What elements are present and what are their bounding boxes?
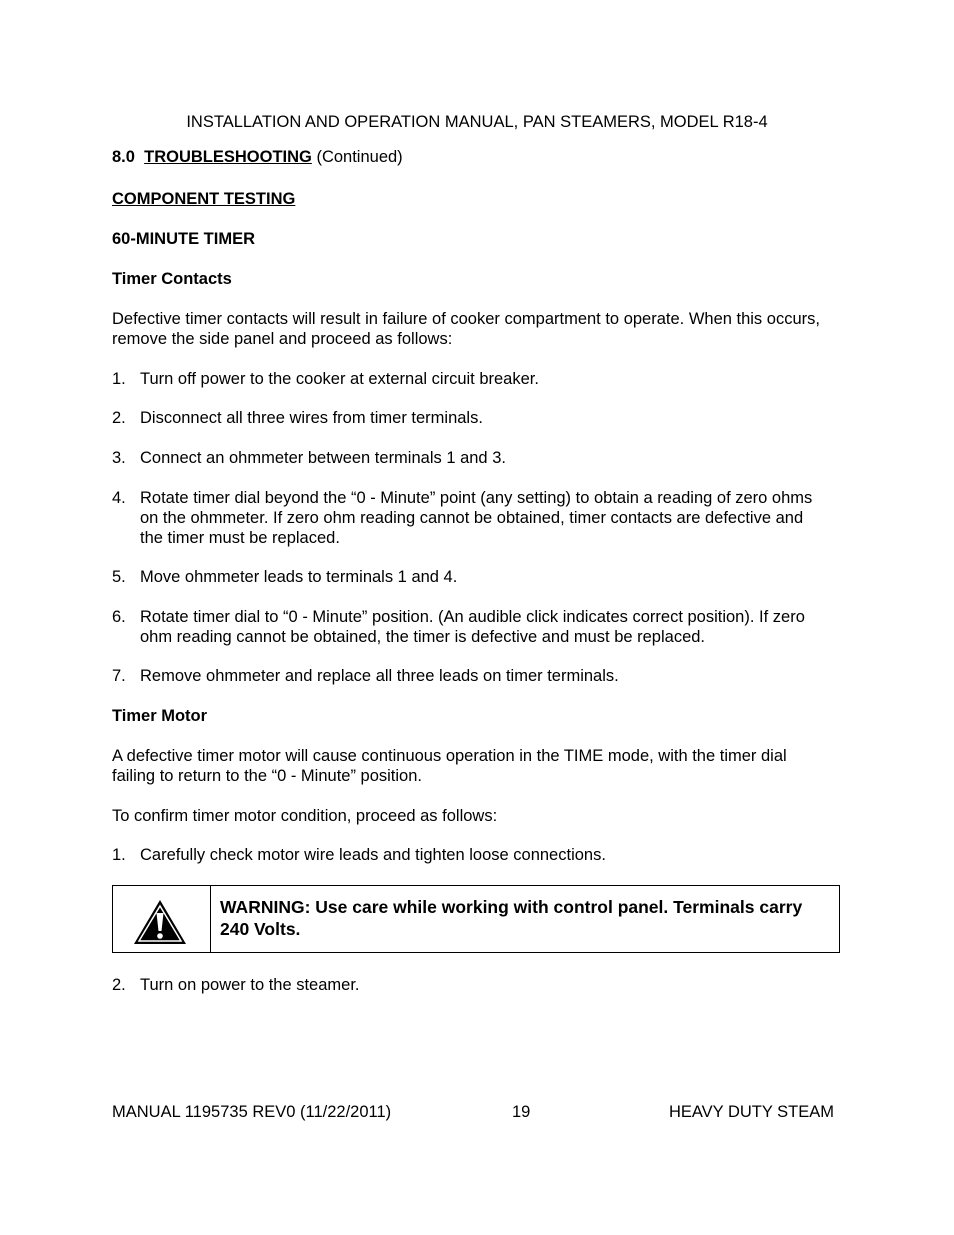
- section-title: TROUBLESHOOTING: [144, 148, 312, 166]
- step-text: Remove ohmmeter and replace all three leads on timer terminals.: [140, 667, 619, 685]
- footer-manual: MANUAL 1195735 REV0 (11/22/2011): [112, 1103, 392, 1121]
- section-heading: [112, 147, 832, 167]
- subsection-heading: COMPONENT TESTING: [112, 190, 296, 208]
- component-heading: 60-MINUTE TIMER: [112, 230, 256, 248]
- step-number: 7.: [112, 667, 126, 685]
- step-number: 2.: [112, 976, 126, 994]
- footer-right: HEAVY DUTY STEAM: [668, 1103, 834, 1121]
- warning-icon-cell: [113, 886, 211, 952]
- timer-contacts-intro: Defective timer contacts will result in failure of cooker compartment to operate. When this occurs, remove the side panel and proceed as follows:: [112, 310, 820, 348]
- step-number: 5.: [112, 568, 126, 586]
- warning-text: WARNING: Use care while working with control panel. Terminals carry 240 Volts.: [220, 897, 803, 939]
- step-number: 1.: [112, 370, 126, 388]
- step-number: 6.: [112, 608, 126, 626]
- footer-page-number: 19: [512, 1103, 531, 1121]
- warning-triangle-icon: [131, 897, 189, 947]
- step-text: Carefully check motor wire leads and tighten loose connections.: [140, 846, 606, 864]
- step-number: 4.: [112, 489, 126, 507]
- step-text: Turn off power to the cooker at external circuit breaker.: [140, 370, 539, 388]
- step-number: 3.: [112, 449, 126, 467]
- timer-motor-heading: Timer Motor: [112, 707, 208, 725]
- page-header: INSTALLATION AND OPERATION MANUAL, PAN STEAMERS, MODEL R18-4: [186, 113, 768, 131]
- step-text: Rotate timer dial beyond the “0 - Minute” point (any setting) to obtain a reading of zero ohms on the ohmmeter. If zero ohm reading cannot be obtained, timer contacts are defective and the timer must be replaced.: [140, 489, 813, 547]
- warning-box: [112, 885, 840, 953]
- step-text: Rotate timer dial to “0 - Minute” position. (An audible click indicates correct position). If zero ohm reading cannot be obtained, the timer is defective and must be replaced.: [140, 608, 805, 646]
- timer-contacts-heading: Timer Contacts: [112, 270, 232, 288]
- timer-motor-intro: A defective timer motor will cause continuous operation in the TIME mode, with the timer dial failing to return to the “0 - Minute” position.: [112, 747, 787, 785]
- step-text: Disconnect all three wires from timer terminals.: [140, 409, 483, 427]
- step-text: Connect an ohmmeter between terminals 1 and 3.: [140, 449, 506, 467]
- step-text: Turn on power to the steamer.: [140, 976, 360, 994]
- timer-motor-confirm: To confirm timer motor condition, proceed as follows:: [112, 807, 498, 825]
- step-text: Move ohmmeter leads to terminals 1 and 4.: [140, 568, 458, 586]
- step-number: 2.: [112, 409, 126, 427]
- section-number: 8.0: [112, 148, 135, 166]
- step-number: 1.: [112, 846, 126, 864]
- section-suffix: (Continued): [316, 148, 403, 166]
